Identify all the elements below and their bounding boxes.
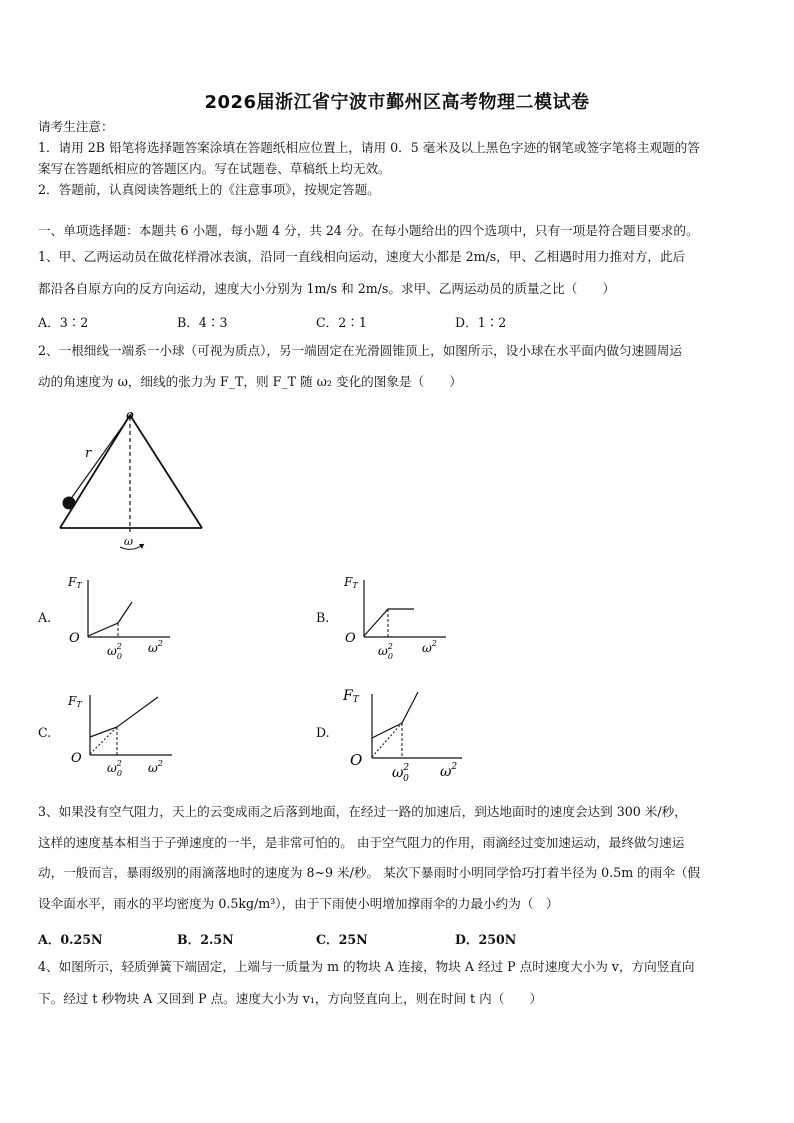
- graph-b-x-label: $\omega^2$: [422, 639, 437, 655]
- graph-b-origin: O: [345, 631, 356, 646]
- graph-d-dotted-line: [372, 723, 402, 757]
- graph-c-x-label: $\omega^2$: [148, 759, 163, 775]
- notice-item-2: 2．答题前，认真阅读答题纸上的《注意事项》，按规定答题。: [38, 182, 380, 197]
- q3-option-b: B．2.5N: [177, 932, 234, 947]
- q3-option-a: A．0.25N: [38, 932, 103, 947]
- graph-c-dotted-line: [90, 727, 117, 754]
- graph-c-origin: O: [71, 751, 82, 766]
- q2-line-2-text: 动的角速度为 ω，细线的张力为 F_T，则 F_T 随 ω₂ 变化的图象是（ ）: [38, 374, 462, 389]
- q3-line-2: 这样的速度基本相当于子弹速度的一半，是非常可怕的。 由于空气阻力的作用，雨滴经过变加速运动，最终做匀速运: [38, 835, 685, 850]
- cone-triangle: [60, 415, 202, 528]
- graph-c: [60, 685, 180, 780]
- graph-a: [60, 570, 180, 660]
- graph-d-origin: O: [350, 751, 363, 769]
- q1-option-a: A．3∶2: [38, 315, 89, 330]
- q2-option-d-label: D.: [316, 725, 330, 740]
- notice-item-1-line-2: 案写在答题纸相应的答题区内。写在试题卷、草稿纸上均无效。: [38, 161, 391, 176]
- q2-option-c-label: C.: [38, 725, 52, 740]
- section-1-heading: 一、单项选择题：本题共 6 小题，每小题 4 分，共 24 分。在每小题给出的四个选项中，只有一项是符合题目要求的。: [38, 223, 699, 238]
- graph-c-curve: [90, 697, 158, 737]
- graph-d-curve: [372, 692, 418, 738]
- q1-option-c: C．2∶1: [316, 315, 367, 330]
- omega-label: ω: [124, 535, 133, 548]
- notice-heading: 请考生注意：: [38, 119, 114, 134]
- graph-a-tick: $\omega^2$ 0: [107, 642, 122, 660]
- graph-d: [338, 680, 468, 785]
- graph-b-curve: [364, 609, 414, 636]
- page-title: 2026届浙江省宁波市鄞州区高考物理二模试卷: [204, 92, 590, 113]
- string-line: [70, 413, 132, 500]
- graph-c-y-label: FT: [68, 694, 82, 709]
- graph-b-tick: $\omega^2$ 0: [378, 642, 393, 660]
- q3-line-1: 3、如果没有空气阻力，天上的云变成雨之后落到地面，在经过一路的加速后，到达地面时的速度会达到 300 米/秒，: [38, 804, 687, 819]
- q3-option-d: D．250N: [455, 932, 517, 947]
- ball: [63, 497, 76, 510]
- q1-line-1: 1、甲、乙两运动员在做花样滑冰表演，沿同一直线相向运动，速度大小都是 2m/s，甲、乙相遇时用力推对方，此后: [38, 249, 686, 264]
- notice-item-1-line-1: 1．请用 2B 铅笔将选择题答案涂填在答题纸相应位置上，请用 0．5 毫米及以上黑色字迹的钢笔或签字笔将主观题的答: [38, 140, 700, 155]
- graph-c-tick: $\omega^2$ 0: [107, 759, 122, 778]
- graph-a-origin: O: [69, 631, 80, 646]
- q2-line-1: 2、一根细线一端系一小球（可视为质点），另一端固定在光滑圆锥顶上，如图所示，设小球在水平面内做匀速圆周运: [38, 343, 682, 358]
- graph-a-y-label: FT: [68, 575, 82, 590]
- q4-line-1: 4、如图所示，轻质弹簧下端固定，上端与一质量为 m 的物块 A 连接，物块 A 经过 P 点时速度大小为 v，方向竖直向: [38, 959, 695, 974]
- q3-option-c: C．25N: [316, 932, 368, 947]
- q2-option-b-label: B.: [316, 610, 330, 625]
- graph-a-x-label: $\omega^2$: [148, 639, 163, 655]
- q2-option-a-label: A.: [38, 610, 52, 625]
- q2-line-2: [38, 373, 758, 391]
- q1-option-d: D．1∶2: [455, 315, 507, 330]
- q4-line-2: 下。经过 t 秒物块 A 又回到 P 点。速度大小为 v₁，方向竖直向上，则在时间 t 内（ ）: [38, 991, 543, 1006]
- q1-option-b: B．4∶3: [177, 315, 228, 330]
- graph-a-curve: [88, 602, 132, 636]
- graph-b: [336, 570, 456, 660]
- string-label: r: [85, 446, 92, 461]
- graph-d-y-label: FT: [343, 688, 359, 705]
- graph-d-x-label: $\omega^2$: [440, 762, 458, 780]
- graph-b-y-label: FT: [344, 575, 358, 590]
- cone-figure: [50, 405, 220, 555]
- graph-d-tick: $\omega^2$ 0: [392, 763, 410, 784]
- q3-line-3: 动，一般而言，暴雨级别的雨滴落地时的速度为 8~9 米/秒。 某次下暴雨时小明同学恰巧打着半径为 0.5m 的雨伞（假: [38, 865, 701, 880]
- q3-line-4: 设伞面水平，雨水的平均密度为 0.5kg/m³），由于下雨使小明增加撑雨伞的力最小约为（ ）: [38, 896, 559, 911]
- apex-label: o: [126, 408, 134, 423]
- q1-line-2: 都沿各自原方向的反方向运动，速度大小分别为 1m/s 和 2m/s。求甲、乙两运动员的质量之比（ ）: [38, 281, 616, 296]
